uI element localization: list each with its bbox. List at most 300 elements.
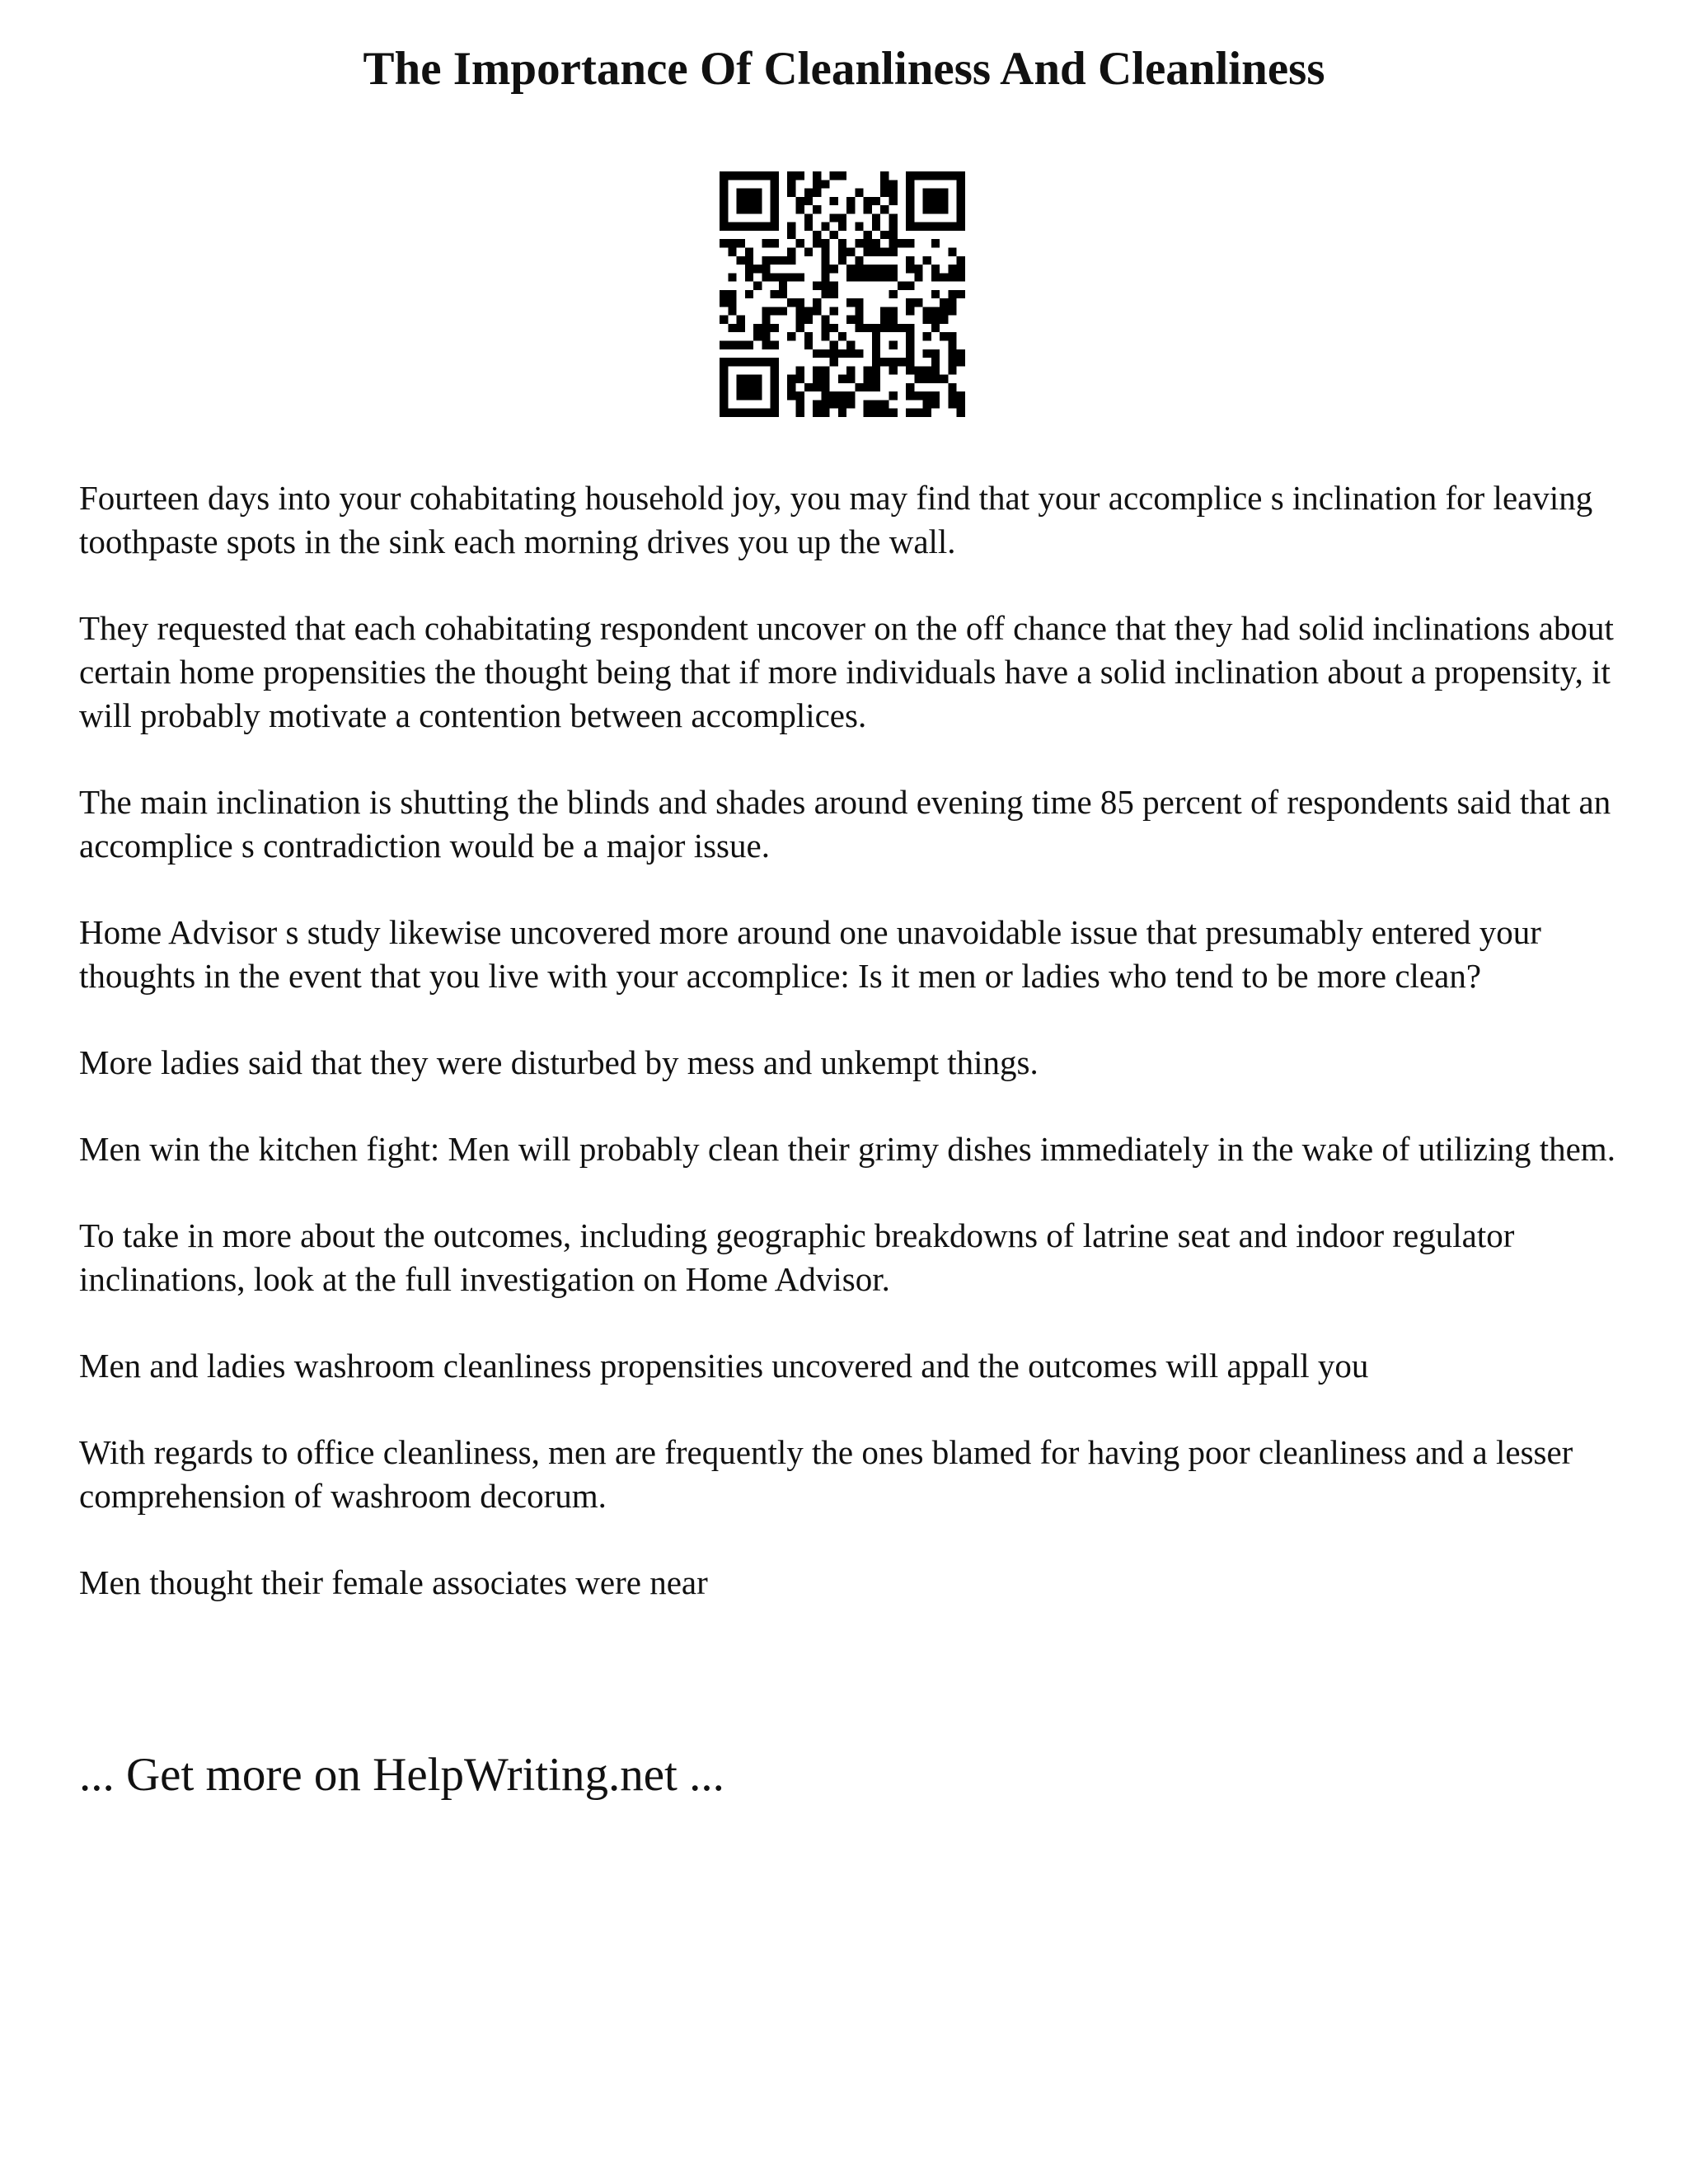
qr-module	[864, 239, 872, 247]
qr-module	[906, 239, 914, 247]
qr-module	[795, 307, 804, 315]
qr-module	[898, 324, 906, 332]
qr-module	[745, 265, 753, 273]
qr-module	[931, 400, 940, 408]
qr-module	[813, 189, 821, 197]
qr-module	[771, 205, 779, 213]
qr-module	[821, 391, 829, 400]
qr-module	[898, 239, 906, 247]
qr-module	[720, 180, 728, 188]
qr-module	[838, 256, 846, 265]
qr-module	[787, 171, 795, 180]
qr-module	[898, 358, 906, 366]
qr-module	[804, 197, 813, 205]
qr-module	[830, 358, 838, 366]
qr-module	[931, 316, 940, 324]
qr-module	[889, 324, 898, 332]
qr-module	[745, 409, 753, 417]
qr-module	[957, 265, 965, 273]
qr-module	[906, 383, 914, 391]
qr-module	[813, 282, 821, 290]
qr-module	[914, 171, 922, 180]
qr-module	[914, 223, 922, 231]
qr-module	[923, 375, 931, 383]
qr-module	[745, 341, 753, 349]
qr-module	[906, 391, 914, 400]
qr-module	[821, 349, 829, 358]
qr-module	[846, 316, 855, 324]
qr-module	[906, 298, 914, 307]
qr-module	[821, 366, 829, 374]
qr-module	[906, 213, 914, 222]
qr-module	[855, 256, 863, 265]
qr-module	[720, 171, 728, 180]
qr-module	[737, 223, 745, 231]
qr-module	[872, 409, 880, 417]
qr-module	[762, 316, 770, 324]
qr-module	[830, 290, 838, 298]
qr-module	[821, 290, 829, 298]
qr-module	[762, 239, 770, 247]
qr-module	[864, 324, 872, 332]
qr-module	[821, 223, 829, 231]
qr-module	[813, 205, 821, 213]
qr-module	[728, 307, 736, 315]
qr-module	[771, 358, 779, 366]
qr-module	[762, 223, 770, 231]
qr-module	[771, 223, 779, 231]
qr-module	[737, 171, 745, 180]
qr-module	[931, 265, 940, 273]
qr-module	[830, 197, 838, 205]
qr-module	[880, 324, 889, 332]
qr-module	[957, 290, 965, 298]
qr-module	[889, 273, 898, 281]
qr-module	[872, 247, 880, 255]
qr-module	[771, 366, 779, 374]
qr-module	[762, 332, 770, 340]
qr-module	[813, 307, 821, 315]
qr-module	[813, 171, 821, 180]
qr-module	[804, 213, 813, 222]
qr-module	[795, 239, 804, 247]
qr-module	[923, 349, 931, 358]
qr-module	[923, 366, 931, 374]
qr-module	[880, 307, 889, 315]
paragraph: To take in more about the outcomes, including geographic breakdowns of latrine seat and indoor regulator inclinations, look at the full investigation on Home Advisor.	[79, 1216, 1515, 1298]
qr-module	[872, 223, 880, 231]
qr-module	[872, 213, 880, 222]
qr-module	[779, 256, 787, 265]
qr-module	[728, 341, 736, 349]
qr-module	[889, 391, 898, 400]
qr-module	[813, 231, 821, 239]
qr-module	[889, 189, 898, 197]
qr-module	[923, 400, 931, 408]
qr-module	[931, 290, 940, 298]
qr-module	[813, 366, 821, 374]
qr-module	[787, 180, 795, 188]
qr-module	[948, 247, 956, 255]
qr-module	[771, 197, 779, 205]
qr-module	[753, 171, 762, 180]
qr-module	[872, 273, 880, 281]
qr-module	[931, 223, 940, 231]
qr-module	[931, 307, 940, 315]
qr-module	[745, 391, 753, 400]
qr-module	[737, 197, 745, 205]
qr-module	[923, 316, 931, 324]
qr-module	[889, 180, 898, 188]
qr-module	[872, 349, 880, 358]
qr-module	[864, 197, 872, 205]
qr-module	[821, 273, 829, 281]
qr-module	[923, 409, 931, 417]
qr-module	[948, 349, 956, 358]
qr-module	[957, 409, 965, 417]
qr-module	[762, 273, 770, 281]
qr-module	[940, 307, 948, 315]
qr-module	[864, 375, 872, 383]
qr-module	[906, 180, 914, 188]
qr-module	[864, 247, 872, 255]
qr-module	[838, 213, 846, 222]
qr-module	[745, 358, 753, 366]
qr-module	[864, 231, 872, 239]
qr-module	[931, 273, 940, 281]
qr-module	[753, 391, 762, 400]
qr-module	[855, 223, 863, 231]
qr-module	[753, 223, 762, 231]
qr-module	[880, 189, 889, 197]
qr-module	[728, 298, 736, 307]
qr-module	[753, 375, 762, 383]
qr-module	[948, 400, 956, 408]
qr-module	[762, 324, 770, 332]
qr-module	[948, 290, 956, 298]
qr-module	[830, 282, 838, 290]
qr-module	[838, 409, 846, 417]
qr-module	[804, 383, 813, 391]
qr-module	[940, 197, 948, 205]
qr-module	[914, 409, 922, 417]
qr-module	[728, 358, 736, 366]
qr-module	[872, 332, 880, 340]
qr-module	[957, 400, 965, 408]
qr-module	[830, 265, 838, 273]
qr-module	[864, 366, 872, 374]
qr-module	[728, 324, 736, 332]
qr-module	[864, 400, 872, 408]
qr-module	[795, 366, 804, 374]
qr-module	[771, 307, 779, 315]
qr-module	[931, 391, 940, 400]
qr-module	[864, 383, 872, 391]
paragraph: The main inclination is shutting the blinds and shades around evening time 85 percent of respondents said that an accomplice s contradiction would be a major issue.	[79, 783, 1611, 865]
qr-module	[906, 171, 914, 180]
qr-module	[753, 358, 762, 366]
qr-module	[720, 358, 728, 366]
qr-module	[771, 324, 779, 332]
qr-module	[720, 223, 728, 231]
qr-module	[855, 349, 863, 358]
qr-module	[948, 171, 956, 180]
qr-module	[940, 316, 948, 324]
qr-module	[779, 290, 787, 298]
qr-module	[957, 213, 965, 222]
paragraph: More ladies said that they were disturbed by mess and unkempt things.	[79, 1043, 1039, 1081]
qr-module	[830, 307, 838, 315]
qr-module	[795, 409, 804, 417]
qr-module	[753, 189, 762, 197]
qr-module	[880, 409, 889, 417]
qr-module	[720, 391, 728, 400]
qr-module	[795, 316, 804, 324]
qr-module	[846, 265, 855, 273]
qr-module	[880, 247, 889, 255]
qr-module	[931, 197, 940, 205]
qr-module	[906, 349, 914, 358]
qr-module	[720, 366, 728, 374]
qr-module	[906, 189, 914, 197]
qr-module	[821, 409, 829, 417]
article-body	[79, 476, 1620, 1647]
qr-module	[821, 400, 829, 408]
cta-link[interactable]: ... Get more on HelpWriting.net ...	[79, 1749, 724, 1801]
qr-module	[838, 349, 846, 358]
qr-module	[855, 265, 863, 273]
qr-module	[787, 231, 795, 239]
qr-module	[771, 383, 779, 391]
qr-module	[880, 273, 889, 281]
qr-module	[821, 256, 829, 265]
qr-module	[914, 391, 922, 400]
qr-module	[737, 409, 745, 417]
qr-module	[855, 316, 863, 324]
qr-module	[753, 282, 762, 290]
qr-module	[720, 290, 728, 298]
qr-module	[813, 409, 821, 417]
qr-module	[821, 282, 829, 290]
qr-module	[940, 375, 948, 383]
qr-module	[753, 197, 762, 205]
qr-module	[846, 366, 855, 374]
qr-module	[813, 298, 821, 307]
qr-module	[737, 189, 745, 197]
qr-module	[957, 180, 965, 188]
qr-module	[821, 332, 829, 340]
qr-module	[889, 247, 898, 255]
qr-module	[931, 171, 940, 180]
qr-module	[795, 197, 804, 205]
qr-module	[821, 316, 829, 324]
qr-module	[795, 171, 804, 180]
qr-module	[830, 213, 838, 222]
qr-module	[838, 239, 846, 247]
qr-module	[779, 307, 787, 315]
qr-module	[720, 239, 728, 247]
qr-module	[771, 256, 779, 265]
qr-module	[872, 383, 880, 391]
qr-module	[821, 383, 829, 391]
qr-module	[762, 171, 770, 180]
qr-module	[855, 307, 863, 315]
qr-module	[872, 375, 880, 383]
qr-module	[830, 231, 838, 239]
qr-module	[889, 197, 898, 205]
qr-module	[880, 316, 889, 324]
qr-module	[821, 239, 829, 247]
qr-module	[957, 171, 965, 180]
qr-module	[864, 205, 872, 213]
qr-module	[771, 213, 779, 222]
qr-module	[804, 189, 813, 197]
paragraph: Fourteen days into your cohabitating household joy, you may find that your accomplice s inclination for leaving toothpaste spots in the sink each morning drives you up the wall.	[79, 479, 1593, 560]
qr-module	[795, 375, 804, 383]
qr-module	[728, 247, 736, 255]
qr-module	[846, 205, 855, 213]
qr-module	[906, 358, 914, 366]
qr-module	[787, 391, 795, 400]
qr-module	[931, 324, 940, 332]
qr-module	[795, 391, 804, 400]
qr-module	[948, 358, 956, 366]
qr-module	[931, 358, 940, 366]
qr-module	[830, 324, 838, 332]
qr-module	[813, 383, 821, 391]
qr-module	[795, 400, 804, 408]
qr-module	[762, 307, 770, 315]
qr-module	[771, 400, 779, 408]
qr-module	[720, 316, 728, 324]
qr-module	[931, 205, 940, 213]
qr-module	[771, 171, 779, 180]
qr-module	[872, 239, 880, 247]
qr-module	[872, 324, 880, 332]
qr-module	[889, 366, 898, 374]
qr-module	[813, 239, 821, 247]
qr-module	[737, 383, 745, 391]
qr-module	[906, 366, 914, 374]
qr-module	[957, 197, 965, 205]
qr-module	[957, 205, 965, 213]
qr-module	[872, 197, 880, 205]
document-title: The Importance Of Cleanliness And Cleanliness	[363, 43, 1325, 95]
qr-module	[720, 400, 728, 408]
qr-module	[745, 247, 753, 255]
qr-module	[737, 239, 745, 247]
qr-module	[804, 316, 813, 324]
qr-module	[728, 239, 736, 247]
qr-module	[940, 332, 948, 340]
qr-module	[923, 171, 931, 180]
qr-module	[948, 332, 956, 340]
qr-module	[906, 205, 914, 213]
qr-module	[830, 341, 838, 349]
qr-module	[855, 324, 863, 332]
qr-module	[830, 391, 838, 400]
paragraph: Men thought their female associates were near	[79, 1563, 708, 1601]
qr-module	[720, 409, 728, 417]
qr-module	[923, 307, 931, 315]
qr-module	[804, 332, 813, 340]
qr-module	[906, 332, 914, 340]
qr-module	[948, 383, 956, 391]
qr-module	[804, 247, 813, 255]
qr-module	[957, 256, 965, 265]
qr-module	[957, 358, 965, 366]
qr-module	[889, 307, 898, 315]
qr-code-icon	[720, 171, 965, 417]
qr-module	[804, 223, 813, 231]
qr-module	[795, 273, 804, 281]
qr-module	[923, 256, 931, 265]
qr-module	[771, 189, 779, 197]
qr-module	[745, 223, 753, 231]
qr-module	[846, 375, 855, 383]
qr-module	[745, 171, 753, 180]
qr-module	[940, 273, 948, 281]
qr-module	[737, 256, 745, 265]
qr-module	[745, 197, 753, 205]
qr-module	[906, 282, 914, 290]
qr-module	[914, 366, 922, 374]
qr-module	[830, 400, 838, 408]
qr-module	[931, 366, 940, 374]
qr-module	[745, 256, 753, 265]
qr-module	[889, 290, 898, 298]
qr-module	[880, 171, 889, 180]
qr-module	[745, 383, 753, 391]
qr-module	[830, 349, 838, 358]
qr-module	[771, 375, 779, 383]
qr-module	[889, 213, 898, 222]
qr-module	[737, 358, 745, 366]
qr-module	[771, 391, 779, 400]
qr-module	[771, 341, 779, 349]
qr-module	[906, 341, 914, 349]
qr-module	[787, 247, 795, 255]
qr-module	[838, 391, 846, 400]
qr-module	[948, 265, 956, 273]
qr-module	[838, 400, 846, 408]
qr-module	[948, 307, 956, 315]
qr-module	[737, 375, 745, 383]
paragraph: Men win the kitchen fight: Men will probably clean their grimy dishes immediately in the wake of utilizing them.	[79, 1130, 1615, 1168]
qr-module	[728, 223, 736, 231]
qr-module	[948, 341, 956, 349]
qr-module	[753, 409, 762, 417]
qr-module	[787, 256, 795, 265]
qr-module	[880, 180, 889, 188]
qr-module	[720, 205, 728, 213]
qr-module	[846, 247, 855, 255]
qr-module	[846, 349, 855, 358]
qr-module	[948, 298, 956, 307]
qr-module	[745, 290, 753, 298]
qr-module	[737, 205, 745, 213]
qr-module	[779, 273, 787, 281]
qr-module	[728, 171, 736, 180]
qr-module	[855, 298, 863, 307]
qr-module	[855, 383, 863, 391]
qr-module	[753, 383, 762, 391]
qr-module	[838, 332, 846, 340]
qr-module	[745, 375, 753, 383]
qr-module	[923, 189, 931, 197]
qr-module	[923, 391, 931, 400]
qr-module	[872, 265, 880, 273]
